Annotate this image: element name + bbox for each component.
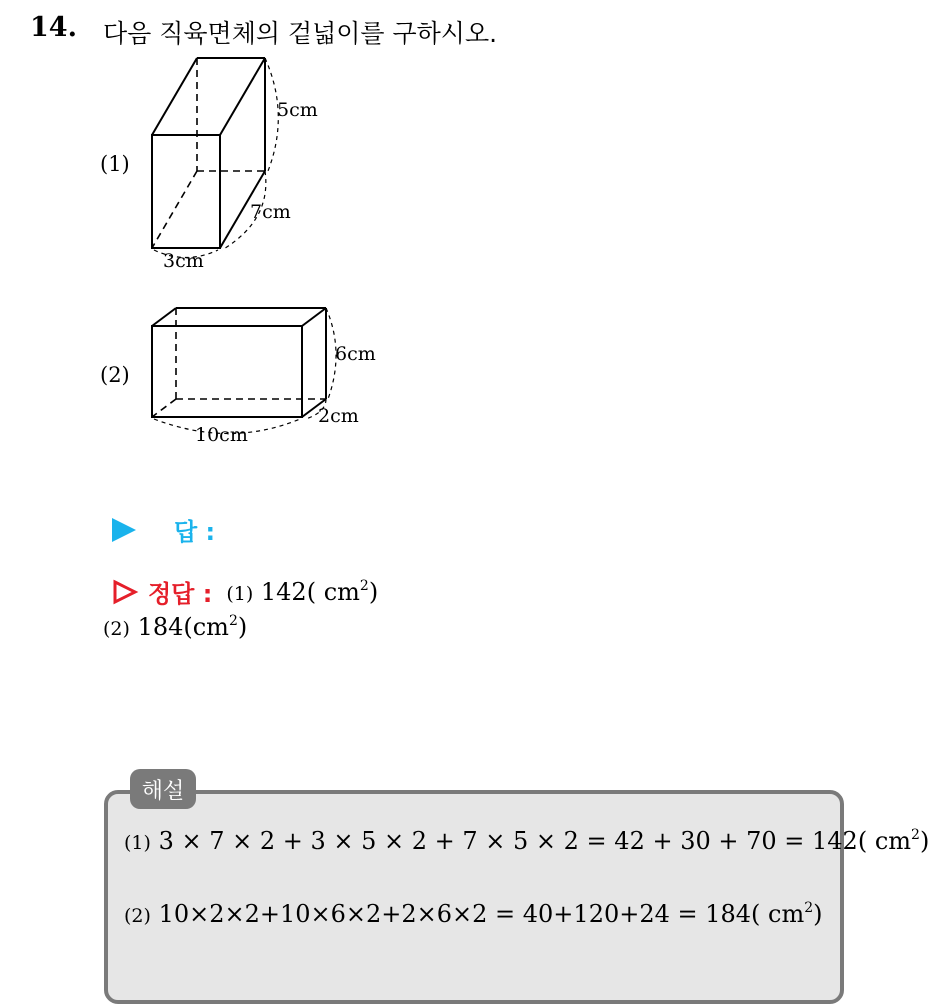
figure2-height: 6cm xyxy=(335,343,376,365)
explanation-badge: 해설 xyxy=(130,769,196,809)
figure2-width: 10cm xyxy=(195,424,248,446)
figure2-cuboid xyxy=(140,300,360,450)
question-number: 14. xyxy=(30,12,77,43)
explanation-line1: (1) 3 × 7 × 2 + 3 × 5 × 2 + 7 × 5 × 2 = 42 + 30 + 70 = 142( $cm^2$) xyxy=(124,827,929,855)
triangle-play-icon xyxy=(112,518,136,542)
correct-part2: (2) $184(cm^2)$ xyxy=(103,613,248,641)
figure1-depth: 7cm xyxy=(250,201,291,223)
answer-row xyxy=(112,512,215,547)
triangle-outline-icon xyxy=(112,579,138,605)
explanation-line2: (2) 10×2×2+10×6×2+2×6×2 = 40+120+24 = 184( $cm^2$) xyxy=(124,900,823,928)
question-text: 다음 직육면체의 겉넓이를 구하시오. xyxy=(103,19,498,48)
explanation-box xyxy=(104,790,844,1004)
correct-label: 정답 : xyxy=(148,580,213,608)
correct-part1: (1) 142( $cm^2$) xyxy=(226,577,379,606)
correct-answer-row xyxy=(112,574,378,609)
figure1-label: (1) xyxy=(100,152,130,176)
figure1-width: 3cm xyxy=(163,250,204,272)
answer-label: 답 : xyxy=(174,518,216,546)
figure1-height: 5cm xyxy=(277,99,318,121)
figure1-cuboid xyxy=(140,50,340,280)
figure2-depth: 2cm xyxy=(318,405,359,427)
figure2-label: (2) xyxy=(100,363,130,387)
